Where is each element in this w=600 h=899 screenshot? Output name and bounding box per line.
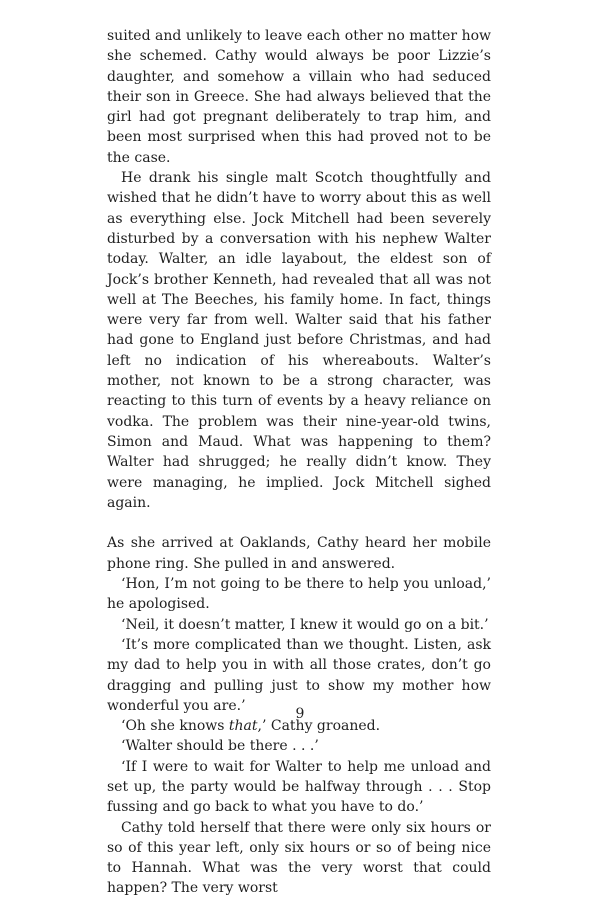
paragraph: ‘Oh she knows that,’ Cathy groaned. <box>121 718 381 735</box>
body-text <box>107 26 491 899</box>
paragraph: suited and unlikely to leave each other no matter how she schemed. Cathy would always be poor Lizzie’s daughter, and somehow a villain who had seduced their son in Greece. She had always believed that the girl had got pregnant deliberately to trap him, and been most surprised when this had proved not to be the case. <box>107 28 491 166</box>
paragraph: He drank his single malt Scotch thoughtfully and wished that he didn’t have to worry about this as well as everything else. Jock Mitchell had been severely disturbed by a conversation with his nephew Walter today. Walter, an idle layabout, the eldest son of Jock’s brother Kenneth, had revealed that all was not well at The Beeches, his family home. In fact, things were very far from well. Walter said that his father had gone to England just before Christmas, and had left no indication of his whereabouts. Walter’s mother, not known to be a strong character, was reacting to this turn of events by a heavy reliance on vodka. The problem was their nine-year-old twins, Simon and Maud. What was happening to them? Walter had shrugged; he really didn’t know. They were managing, he implied. Jock Mitchell sighed again. <box>107 170 491 511</box>
paragraph-section-start: As she arrived at Oaklands, Cathy heard her mobile phone ring. She pulled in and answered. <box>107 535 491 572</box>
paragraph: ‘Hon, I’m not going to be there to help you unload,’ he apologised. <box>107 576 491 613</box>
page-number: 9 <box>295 706 305 722</box>
paragraph: ‘If I were to wait for Walter to help me unload and set up, the party would be halfway through . . . Stop fussing and go back to what you have to do.’ <box>107 758 491 816</box>
paragraph: ‘Neil, it doesn’t matter, I knew it would go on a bit.’ <box>121 616 489 633</box>
paragraph: Cathy told herself that there were only six hours or so of this year left, only six hours or so of being nice to Hannah. What was the very worst that could happen? The very worst <box>107 819 491 897</box>
emphasized-word: that <box>228 718 258 735</box>
paragraph: ‘Walter should be there . . .’ <box>121 738 319 755</box>
paragraph: ‘It’s more complicated than we thought. Listen, ask my dad to help you in with all those crates, don’t go dragging and pulling just to show my mother how wonderful you are.’ <box>107 636 491 714</box>
